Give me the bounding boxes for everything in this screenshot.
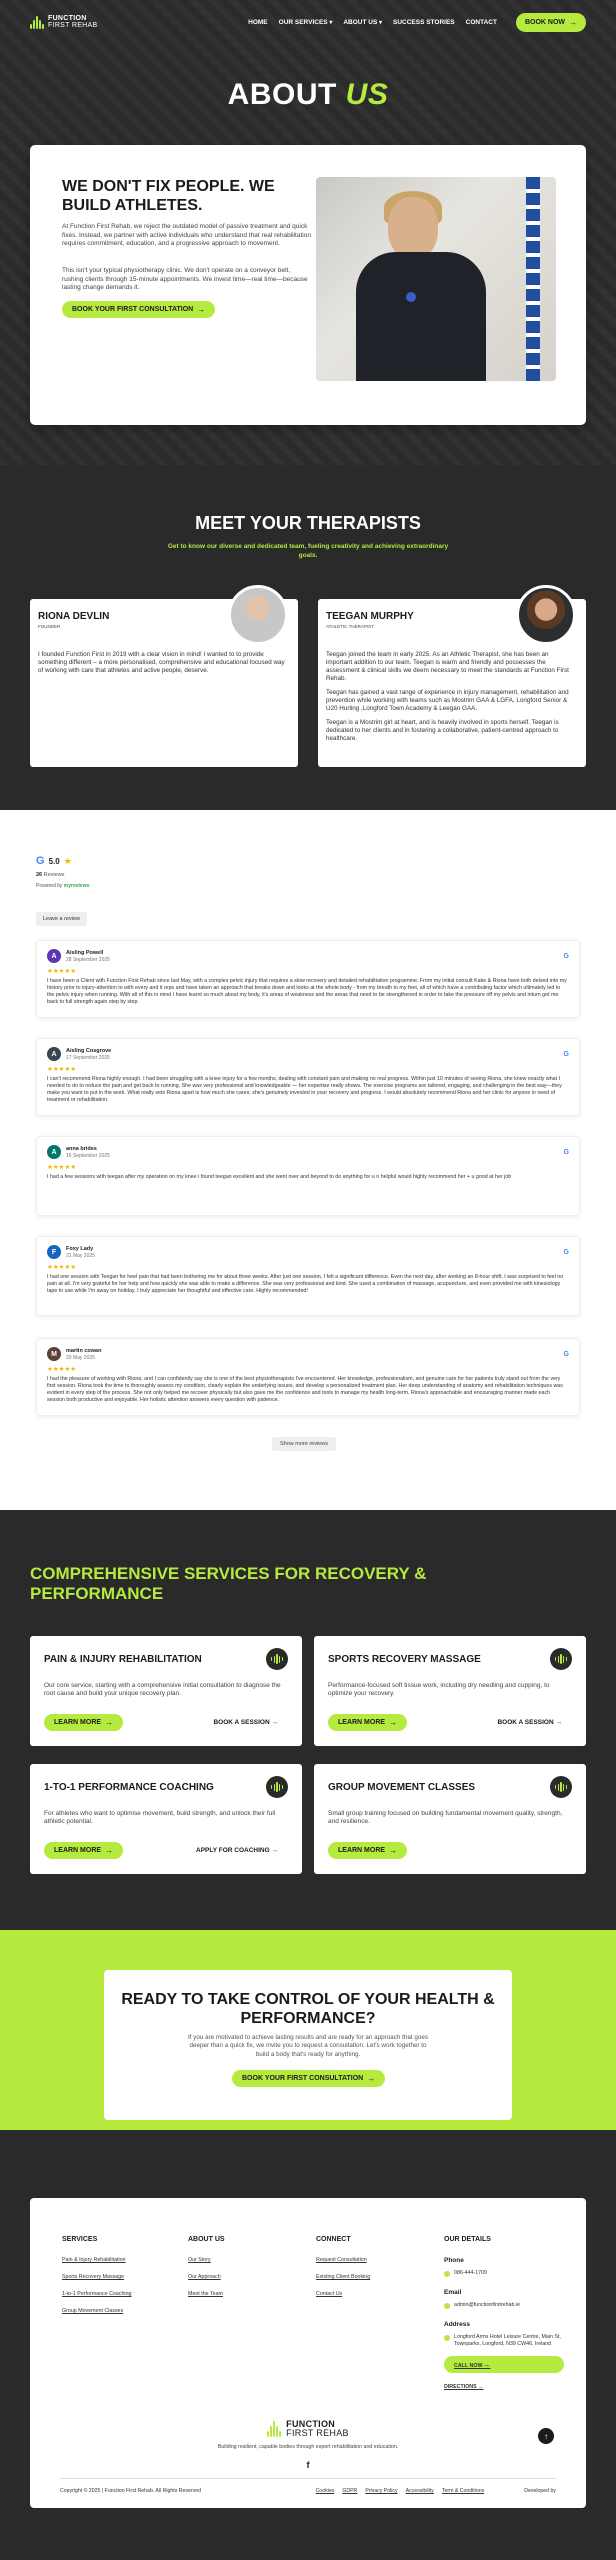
- review-date: 28 September 2025: [66, 956, 110, 963]
- arrow-right-icon: →: [271, 1847, 278, 1854]
- footer-logo-line2: FIRST REHAB: [286, 2428, 349, 2438]
- service-title: SPORTS RECOVERY MASSAGE: [328, 1654, 481, 1665]
- facebook-icon[interactable]: f: [306, 2460, 310, 2470]
- service-card-group-classes: [314, 1764, 586, 1874]
- footer-link[interactable]: Existing Client Booking: [316, 2274, 371, 2280]
- footer-link[interactable]: Contact Us: [316, 2291, 343, 2297]
- footer-heading: ABOUT US: [188, 2236, 225, 2243]
- therapist-bio: Teegan has gained a vast range of experience in injury management, rehabilitation and prevention while working with teams such as Mostrim GAA & LGFA, Longford Senior & U20 Hurling ,Longford Town Academy & Leegan GAA.: [326, 689, 569, 712]
- google-icon: G: [563, 952, 569, 960]
- footer-link[interactable]: Pain & Injury Rehabilitation: [62, 2257, 126, 2263]
- location-icon: [444, 2335, 450, 2341]
- email-label: Email: [444, 2289, 462, 2296]
- arrow-right-icon: →: [367, 2074, 376, 2083]
- site-footer: [0, 2130, 616, 2560]
- review-text: I had the pleasure of working with Riona, and I can confidently say she is one of the best physiotherapists I've encountered. Her knowledge, professionalism, and genuine care for her patients truly stand out from the very first session. Riona took the time to thoroughly assess my condition, clearly explain the underlying issues, and develop a personalized treatment plan. Her deep understanding of anatomy and rehabilitation techniques was evident in every step of the process. She not only helped me recover physically but also gave me the confidence and tools to manage my health long-term. Riona's approachable and encouraging manner made each session both productive and enjoyable. Her holistic attention answers every question with patience.: [47, 1376, 563, 1403]
- book-consultation-label: BOOK YOUR FIRST CONSULTATION: [72, 306, 194, 313]
- review-stars: ★★★★★: [47, 968, 77, 975]
- book-session-label: BOOK A SESSION: [213, 1719, 270, 1726]
- therapist-role: ATHLETIC THERAPIST: [326, 624, 374, 629]
- cta-text: If you are motivated to achieve lasting results and are ready for an approach that goes deeper than a quick fix, we invite you to request a consultation. Let's work together to build a body that's ready for anything.: [187, 2034, 429, 2058]
- apply-coaching-label: APPLY FOR COACHING: [196, 1847, 270, 1854]
- email-icon: [444, 2303, 450, 2309]
- rating-score: 5.0: [48, 856, 60, 866]
- arrow-right-icon: →: [389, 1718, 398, 1727]
- services-title: COMPREHENSIVE SERVICES FOR RECOVERY & PERFORMANCE: [30, 1564, 427, 1603]
- book-session-link[interactable]: [497, 1719, 562, 1726]
- reviewer-avatar: F: [47, 1245, 61, 1259]
- arrow-right-icon: →: [105, 1846, 114, 1855]
- google-icon: G: [563, 1050, 569, 1058]
- arrow-right-icon: →: [482, 2360, 491, 2369]
- therapist-card-riona: [30, 599, 298, 767]
- arrow-right-icon: →: [569, 17, 577, 27]
- therapist-bio: I founded Function First in 2019 with a clear vision in mind! I wanted to to provide something different – a more personalised, comprehensive and educational focused way of working with care that athletes and active people, deserve.: [38, 651, 285, 674]
- review-card: [36, 1136, 580, 1216]
- arrow-right-icon: →: [105, 1718, 114, 1727]
- footer-link[interactable]: Meet the Team: [188, 2291, 223, 2297]
- google-icon: G: [36, 855, 45, 867]
- copyright: Copyright © 2025 | Function First Rehab. All Rights Reserved: [60, 2488, 201, 2494]
- gdpr-link[interactable]: GDPR: [342, 2488, 358, 2494]
- footer-link[interactable]: Request Consultation: [316, 2257, 367, 2263]
- learn-more-button[interactable]: [44, 1842, 123, 1859]
- footer-bottom-bar: [60, 2488, 556, 2494]
- footer-card: [30, 2198, 586, 2508]
- therapist-bio: Teegan joined the team in early 2025. As an Athletic Therapist, she has been an important addition to our team. Teegan is warm and friendly and possesses the assessment & clinical skills we deem necessary to meet the standards at Function First Rehab.: [326, 651, 569, 682]
- review-date: 20 May 2025: [66, 1354, 95, 1361]
- review-card: [36, 1038, 580, 1116]
- cta-title: READY TO TAKE CONTROL OF YOUR HEALTH & PERFORMANCE?: [121, 1991, 495, 2027]
- avatar: [516, 585, 576, 645]
- directions-label: DIRECTIONS: [444, 2384, 477, 2390]
- reviewer-avatar: A: [47, 1047, 61, 1061]
- footer-link[interactable]: Group Movement Classes: [62, 2308, 124, 2314]
- service-title: PAIN & INJURY REHABILITATION: [44, 1654, 202, 1665]
- therapist-photo: [316, 177, 556, 381]
- footer-link[interactable]: 1-to-1 Performance Coaching: [62, 2291, 132, 2297]
- directions-link[interactable]: [444, 2384, 564, 2390]
- nav-success-stories[interactable]: SUCCESS STORIES: [392, 18, 455, 26]
- cta-card: [104, 1970, 512, 2120]
- therapist-name: TEEGAN MURPHY: [326, 611, 414, 622]
- intro-paragraph-2: This isn't your typical physiotherapy clinic. We don't operate on a conveyor belt, rushing clients through 15-minute appointments. We invest time—real time—because lasting change demands it.: [62, 267, 308, 291]
- service-card-pain-injury: [30, 1636, 302, 1746]
- review-card: [36, 1338, 580, 1416]
- learn-more-label: LEARN MORE: [338, 1847, 386, 1854]
- hero-section: [0, 0, 616, 465]
- address-text: Longford Arms Hotel Leisure Centre, Main St, Townparks, Longford, N39 CW46, Ireland: [454, 2334, 561, 2347]
- nav-about-us[interactable]: ABOUT US ▾: [343, 19, 382, 26]
- book-consultation-button[interactable]: [62, 301, 215, 318]
- cta-section: [0, 1930, 616, 2130]
- phone-label: Phone: [444, 2257, 464, 2264]
- footer-divider: [60, 2478, 556, 2479]
- review-text: I had a few sessions with teegan after my operation on my knee i found teegan excellent and she went over and beyond to do anything for u n helpful would highly recommend her + u good at her job: [47, 1174, 512, 1180]
- email-address[interactable]: admin@functionfirstrehab.ie: [454, 2302, 521, 2308]
- developed-by[interactable]: Developed by: [524, 2488, 556, 2494]
- therapists-section: [0, 465, 616, 810]
- google-icon: G: [563, 1350, 569, 1358]
- footer-tagline: Building resilient, capable bodies through expert rehabilitation and education.: [217, 2444, 399, 2450]
- phone-icon: [444, 2271, 450, 2277]
- arrow-up-icon: ↑: [544, 2431, 548, 2441]
- therapist-name: RIONA DEVLIN: [38, 611, 110, 622]
- footer-logo-line1: FUNCTION: [286, 2419, 336, 2429]
- logo-icon: [30, 16, 44, 29]
- services-section: [0, 1510, 616, 1930]
- footer-logo[interactable]: [30, 2420, 586, 2438]
- title-accent: US: [345, 78, 389, 111]
- review-stars: ★★★★★: [47, 1066, 77, 1073]
- footer-heading: SERVICES: [62, 2236, 98, 2243]
- logo-line2: FIRST REHAB: [48, 22, 98, 29]
- apply-coaching-link[interactable]: [196, 1847, 278, 1854]
- therapists-title: MEET YOUR THERAPISTS: [195, 513, 421, 533]
- footer-about-column: [188, 2236, 225, 2308]
- footer-services-column: [62, 2236, 131, 2325]
- intro-card: [30, 145, 586, 425]
- address-label: Address: [444, 2321, 471, 2328]
- reviewer-avatar: M: [47, 1347, 61, 1361]
- therapists-subtitle: Get to know our diverse and dedicated team, fueling creativity and achieving extraordinary goals.: [167, 543, 449, 559]
- review-stars: ★★★★★: [47, 1264, 77, 1271]
- reviewer-name: martin cowan: [66, 1347, 102, 1354]
- book-session-label: BOOK A SESSION: [497, 1719, 554, 1726]
- review-text: I have been a Client with Function First Rehab since last May, with a complex pelvic injury that requires a slow recovery and detailed rehabilitation programme. From my initial consult Katie & Riona have both delved into my history prior to injury-attention to with every and it reps and have taken an approach that breaks down and looks at the whole body - from my breath to my feet, all of which have a contributing factor which ultimately led to the pelvic injury when running. With all of this in mind I have learnt so much about my body, it's areas of weakness and the areas that need to be strengthened in order to take the pressure off my pelvis and inturn get me back to full strength again step by step.: [47, 978, 567, 1005]
- review-date: 16 September 2025: [66, 1152, 110, 1159]
- learn-more-label: LEARN MORE: [54, 1719, 102, 1726]
- logo-icon: [267, 2421, 281, 2437]
- scroll-to-top-button[interactable]: [538, 2428, 554, 2444]
- site-logo[interactable]: [30, 15, 97, 29]
- call-now-button[interactable]: [444, 2356, 564, 2373]
- privacy-link[interactable]: Privacy Policy: [365, 2488, 398, 2494]
- review-stars: ★★★★★: [47, 1366, 77, 1373]
- brand-wave-icon: [266, 1776, 288, 1798]
- learn-more-button[interactable]: [44, 1714, 123, 1731]
- book-now-button[interactable]: [516, 13, 586, 32]
- service-title: 1-TO-1 PERFORMANCE COACHING: [44, 1782, 214, 1793]
- review-count-label: Reviews: [43, 872, 65, 878]
- arrow-right-icon: →: [197, 305, 206, 314]
- nav-home[interactable]: HOME: [248, 18, 268, 26]
- footer-link[interactable]: Our Approach: [188, 2274, 221, 2280]
- reviewer-avatar: A: [47, 1145, 61, 1159]
- learn-more-button[interactable]: [328, 1842, 407, 1859]
- review-stars: ★★★★★: [47, 1164, 77, 1171]
- reviewer-avatar: A: [47, 949, 61, 963]
- reviewer-name: anna brides: [66, 1145, 97, 1152]
- footer-details-column: [444, 2236, 564, 2401]
- intro-paragraph-1: At Function First Rehab, we reject the outdated model of passive treatment and quick fixes. Instead, we partner with active individuals who understand that real rehabilitation requires commitment, education, and a progressive approach to movement.: [62, 223, 311, 247]
- footer-link[interactable]: Sports Recovery Massage: [62, 2274, 125, 2280]
- service-description: For athletes who want to optimise movement, build strength, and unlock their full athletic potential.: [44, 1810, 276, 1826]
- brand-wave-icon: [550, 1648, 572, 1670]
- book-session-link[interactable]: [213, 1719, 278, 1726]
- phone-number[interactable]: 086-444-1709: [454, 2270, 487, 2276]
- therapist-bio: Teegan is a Mostrim girl at heart, and is heavily involved in sports herself. Teegan is dedicated to her clients and in fostering a collaborative, patient-centred approach to healthcare.: [326, 719, 559, 742]
- arrow-right-icon: →: [271, 1719, 278, 1726]
- arrow-right-icon: →: [555, 1719, 562, 1726]
- footer-heading: CONNECT: [316, 2236, 351, 2243]
- avatar: [228, 585, 288, 645]
- review-text: I can't recommend Riona highly enough. I had been struggling with a knee injury for a few months, dealing with constant pain and making no real progress. Within just 10 minutes of seeing Riona, she knew exactly what I needed to do to reduce the pain and get back to running. She was very professional and knowledgeable — her expertise really shows. The exercise programs are tailored, engaging, and challenging in the best way—they make you want to put in the work. What really sets Riona apart is how much she cares; she's genuinely invested in your recovery and progress. I would absolutely recommend Riona and her clinic for anyone in need of treatment or rehabilitation.: [47, 1076, 562, 1103]
- review-date: 31 May 2025: [66, 1252, 95, 1259]
- service-description: Performance-focused soft tissue work, including dry needling and cupping, to optimize your recovery.: [328, 1682, 550, 1698]
- main-nav: [248, 13, 586, 32]
- review-card: [36, 940, 580, 1018]
- therapist-role: FOUNDER: [38, 624, 61, 629]
- powered-by-brand[interactable]: myreviews: [63, 883, 90, 889]
- reviewer-name: Aisling Cosgrove: [66, 1047, 112, 1054]
- cta-book-consultation-button[interactable]: [232, 2070, 385, 2087]
- site-header: [0, 0, 616, 44]
- book-now-label: BOOK NOW: [524, 18, 565, 26]
- brand-wave-icon: [550, 1776, 572, 1798]
- learn-more-label: LEARN MORE: [54, 1847, 102, 1854]
- review-count: 26: [36, 872, 43, 878]
- therapist-card-teegan: [318, 599, 586, 767]
- arrow-right-icon: →: [389, 1846, 398, 1855]
- terms-link[interactable]: Term & Conditions: [441, 2488, 485, 2494]
- review-date: 17 September 2025: [66, 1054, 110, 1061]
- call-now-label: CALL NOW: [454, 2363, 483, 2369]
- footer-link[interactable]: Our Story: [188, 2257, 211, 2263]
- reviewer-name: Aisling Powell: [66, 949, 104, 956]
- nav-contact[interactable]: CONTACT: [465, 18, 497, 26]
- nav-our-services[interactable]: OUR SERVICES ▾: [279, 19, 333, 26]
- accessibility-link[interactable]: Accessibility: [405, 2488, 434, 2494]
- review-text: I had one session with Teegan for heel pain that had been bothering me for about three weeks. After just one session, I felt a significant difference. Even the next day, after working an 8-hour shift, I was surprised to feel no pain at all. I'm very grateful for her help and how quickly she was able to make a difference. She was very professional and kind. She used a combination of massage, acupuncture, and even provided me with kinesiology tape to use while I'm away on holiday. I truly appreciate her thoughtful and effective care. Highly recommended!: [47, 1274, 564, 1294]
- learn-more-label: LEARN MORE: [338, 1719, 386, 1726]
- learn-more-button[interactable]: [328, 1714, 407, 1731]
- service-title: GROUP MOVEMENT CLASSES: [328, 1782, 476, 1793]
- brand-wave-icon: [266, 1648, 288, 1670]
- google-icon: G: [563, 1248, 569, 1256]
- review-card: [36, 1236, 580, 1316]
- service-card-performance-coaching: [30, 1764, 302, 1874]
- footer-heading: OUR DETAILS: [444, 2236, 491, 2243]
- title-main: ABOUT: [227, 78, 337, 111]
- powered-by-label: Powered by: [36, 883, 63, 889]
- google-icon: G: [563, 1148, 569, 1156]
- leave-review-button[interactable]: Leave a review: [36, 912, 87, 926]
- service-description: Our core service, starting with a comprehensive initial consultation to diagnose the root cause and build your unique recovery plan.: [44, 1682, 281, 1698]
- footer-connect-column: [316, 2236, 370, 2308]
- page-title: [0, 78, 616, 112]
- service-card-sports-massage: [314, 1636, 586, 1746]
- reviewer-name: Foxy Lady: [66, 1245, 94, 1252]
- logo-line1: FUNCTION: [48, 15, 87, 22]
- cookies-link[interactable]: Cookies: [315, 2488, 335, 2494]
- star-icon: ★: [63, 855, 72, 866]
- reviews-section: [0, 810, 616, 1510]
- arrow-right-icon: →: [478, 2384, 484, 2390]
- service-description: Small group training focused on building fundamental movement quality, strength, and resilience.: [328, 1810, 563, 1826]
- intro-heading: WE DON'T FIX PEOPLE. WE BUILD ATHLETES.: [62, 178, 275, 214]
- cta-button-label: BOOK YOUR FIRST CONSULTATION: [242, 2075, 364, 2082]
- show-more-reviews-button[interactable]: Show more reviews: [272, 1437, 336, 1451]
- reviews-summary: [36, 855, 89, 889]
